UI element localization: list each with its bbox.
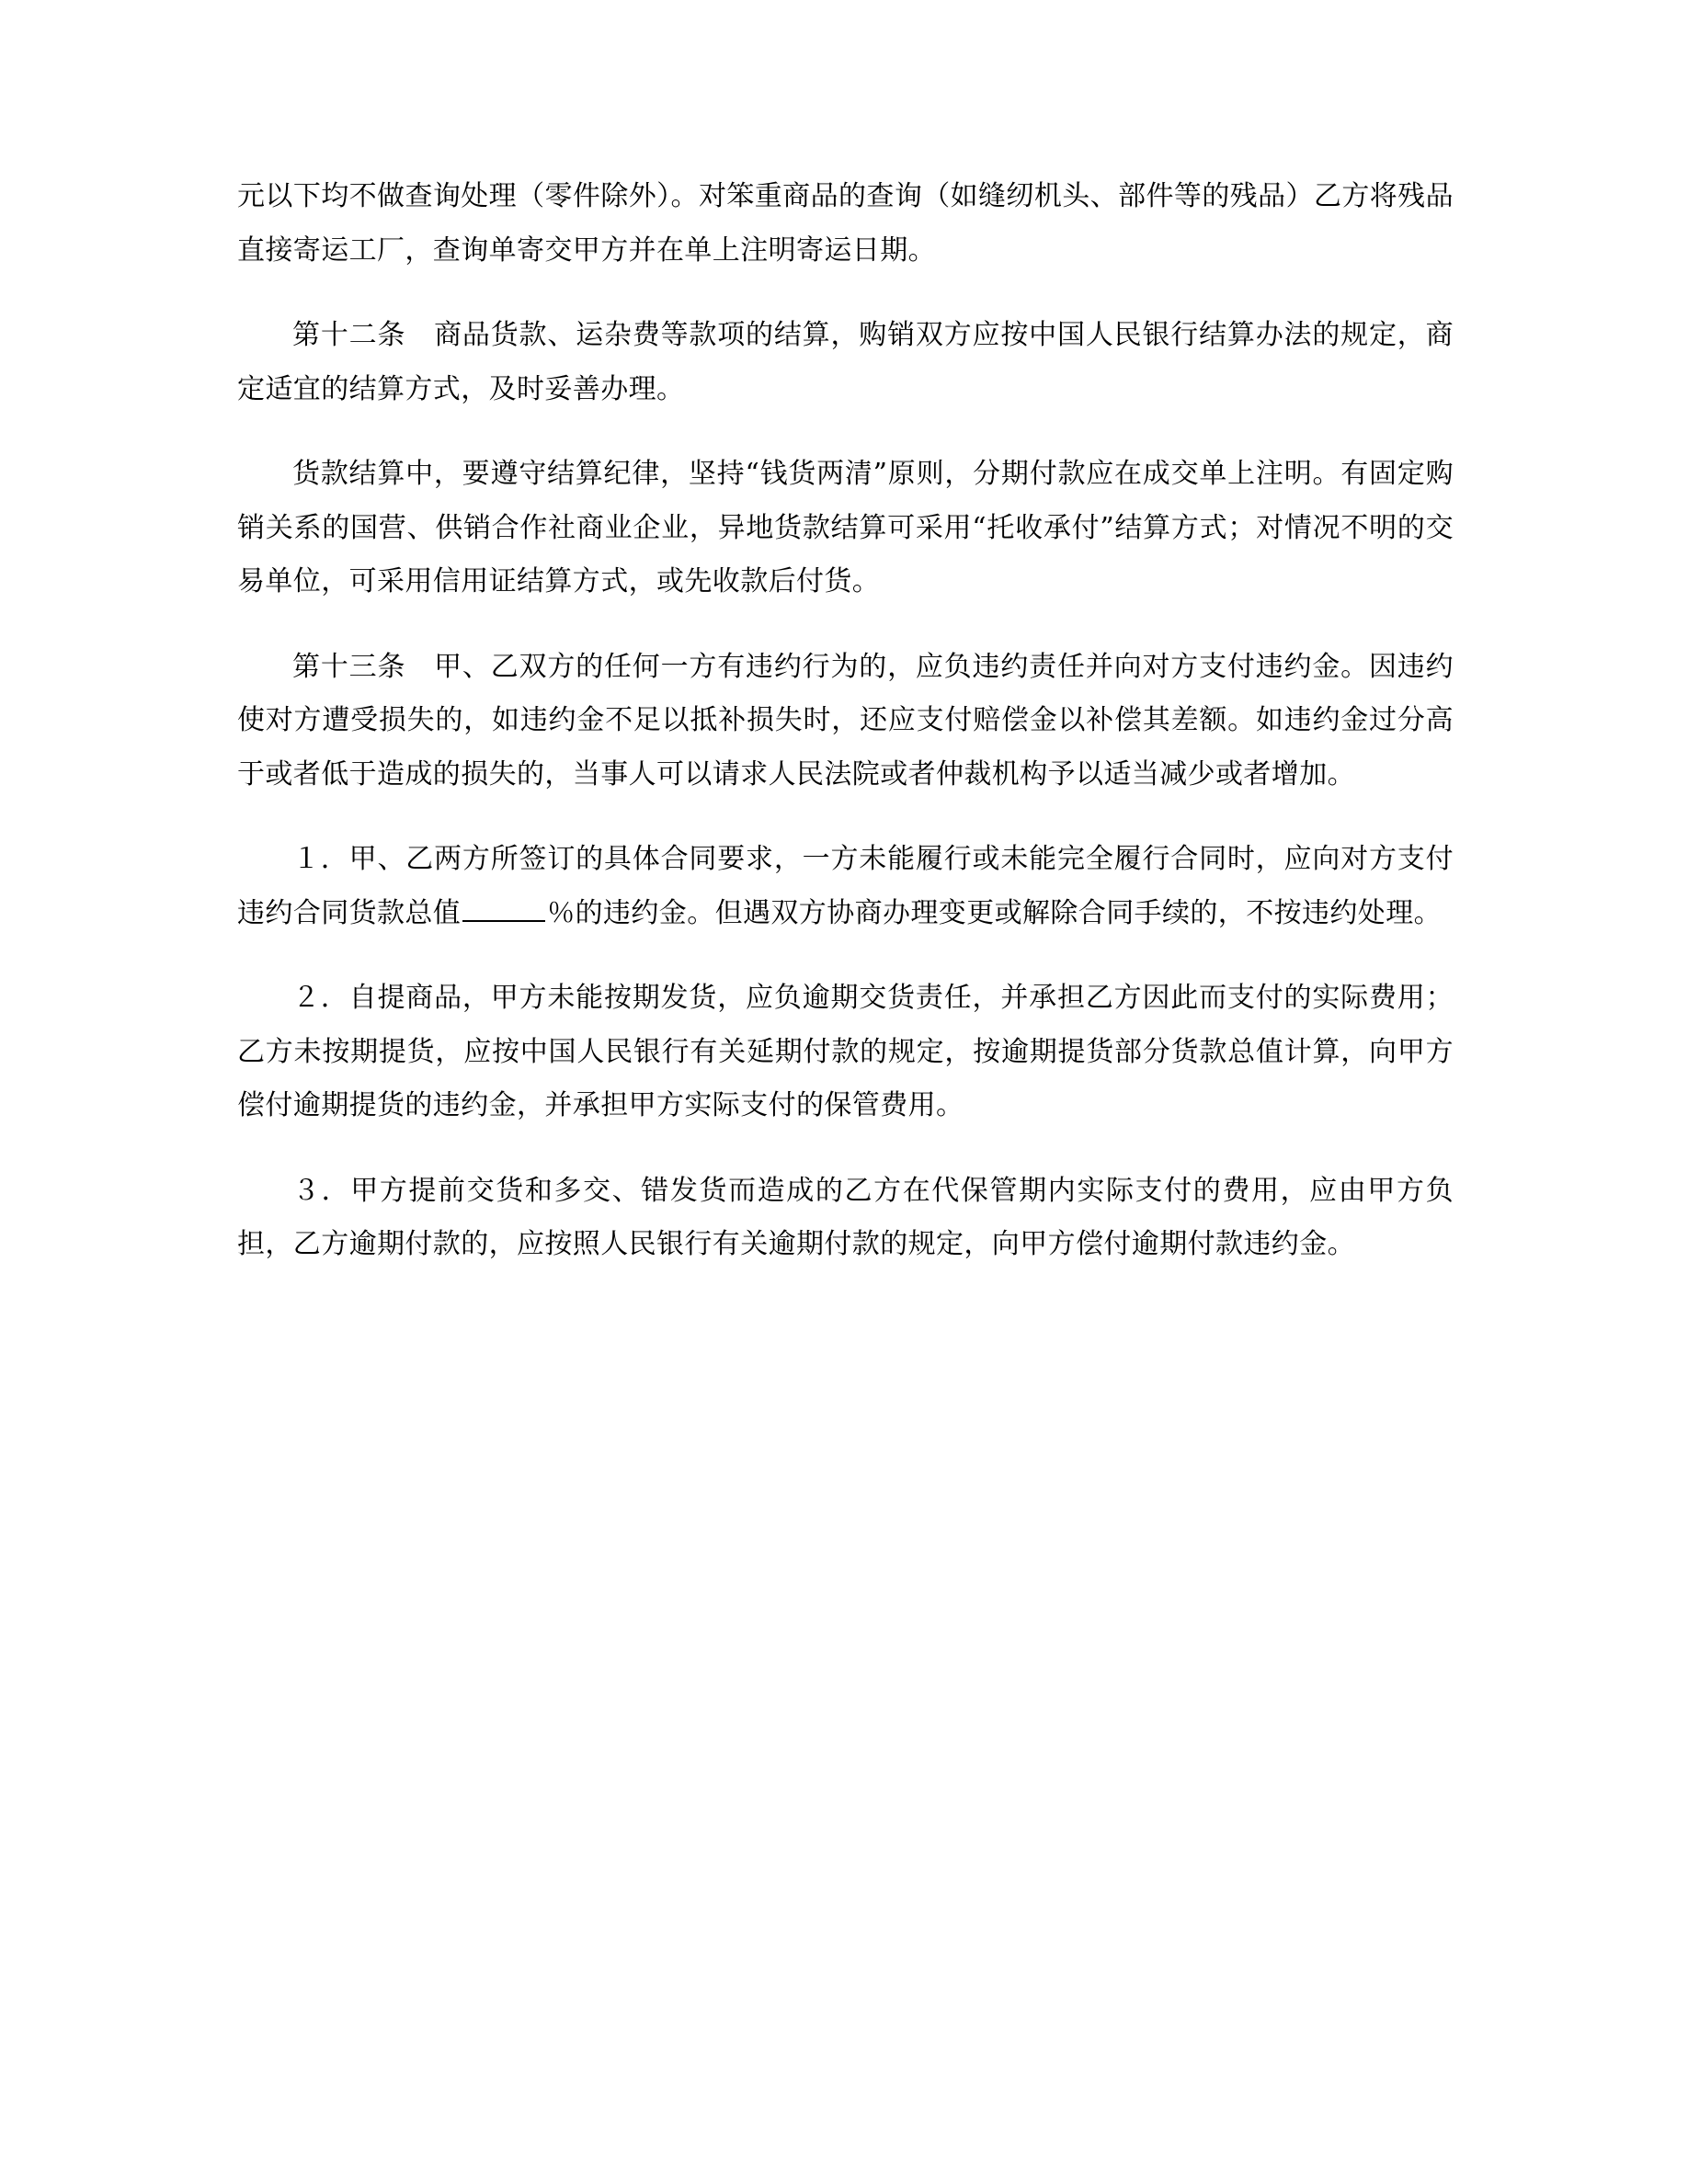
paragraph-clause-2: ２．自提商品，甲方未能按期发货，应负逾期交货责任，并承担乙方因此而支付的实际费用；乙方未按期提货，应按中国人民银行有关延期付款的规定，按逾期提货部分货款总值计算，向甲方偿付逾期提货的违约金，并承担甲方实际支付的保管费用。 [237, 982, 1454, 1121]
paragraph-settlement-rules: 货款结算中，要遵守结算纪律，坚持“钱货两清”原则，分期付款应在成交单上注明。有固定购销关系的国营、供销合作社商业企业，异地货款结算可采用“托收承付”结算方式；对情况不明的交易单位，可采用信用证结算方式，或先收款后付货。 [237, 458, 1454, 597]
clause-1-text-before-blank: １．甲、乙两方所签订的具体合同要求，一方未能履行或未能完全履行合同时，应向对方支付违约合同货款总值 [237, 843, 1454, 929]
paragraph-article-thirteen: 第十三条 甲、乙双方的任何一方有违约行为的，应负违约责任并向对方支付违约金。因违约使对方遭受损失的，如违约金不足以抵补损失时，还应支付赔偿金以补偿其差额。如违约金过分高于或者低于造成的损失的，当事人可以请求人民法院或者仲裁机构予以适当减少或者增加。 [237, 650, 1454, 791]
document-body [237, 170, 1454, 1272]
paragraph-continuation: 元以下均不做查询处理（零件除外）。对笨重商品的查询（如缝纫机头、部件等的残品）乙方将残品直接寄运工厂，查询单寄交甲方并在单上注明寄运日期。 [237, 180, 1454, 267]
paragraph-clause-3: ３．甲方提前交货和多交、错发货而造成的乙方在代保管期内实际支付的费用，应由甲方负担，乙方逾期付款的，应按照人民银行有关逾期付款的规定，向甲方偿付逾期付款违约金。 [237, 1174, 1454, 1260]
fill-in-blank-penalty-percent[interactable] [462, 920, 545, 922]
paragraph-article-twelve: 第十二条 商品货款、运杂费等款项的结算，购销双方应按中国人民银行结算办法的规定，商定适宜的结算方式，及时妥善办理。 [237, 319, 1454, 405]
paragraph-clause-1 [237, 833, 1454, 940]
clause-1-text-after-blank: ％的违约金。但遇双方协商办理变更或解除合同手续的，不按违约处理。 [547, 896, 1443, 929]
